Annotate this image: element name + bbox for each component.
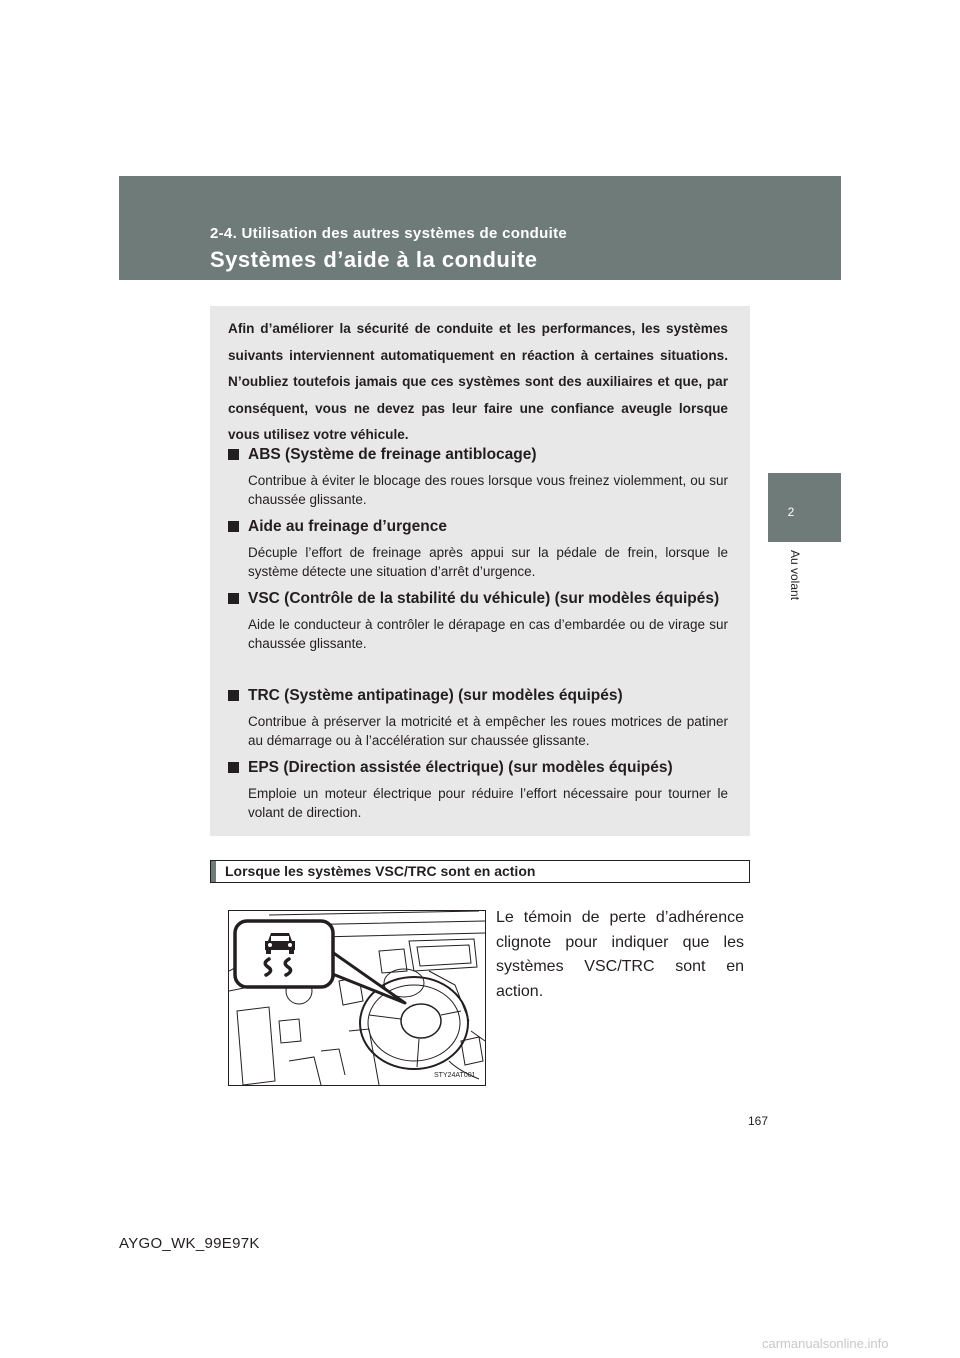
- intro-text: Afin d’améliorer la sécurité de conduite et les performances, les systèmes suivants interviennent automatiquement en réaction à certaines situations. N’oubliez toutefois jamais que ces systèmes sont des auxiliaires et que, par conséquent, vous ne devez pas leur faire une confiance aveugle lorsque vous utilisez votre véhicule.: [228, 321, 728, 442]
- feature-heading: [228, 755, 728, 780]
- callout-bubble: [235, 921, 333, 987]
- feature-title: EPS (Direction assistée électrique) (sur modèles équipés): [248, 759, 673, 776]
- subsection-header: [210, 860, 750, 883]
- callout-pointer: [325, 947, 405, 1003]
- feature-desc: Aide le conducteur à contrôler le dérapage en cas d’embardée ou de virage sur chaussée glissante.: [248, 617, 728, 651]
- bullet-square-icon: [228, 449, 239, 460]
- feature-desc: Décuple l’effort de freinage après appui sur la pédale de frein, lorsque le système détecte une situation d’arrêt d’urgence.: [248, 545, 728, 579]
- feature-emergency-brake-assist: [228, 514, 728, 581]
- feature-title: VSC (Contrôle de la stabilité du véhicule) (sur modèles équipés): [248, 590, 720, 607]
- figure-code: STY24AT001: [434, 1072, 476, 1079]
- subsection-title: Lorsque les systèmes VSC/TRC sont en action: [225, 863, 536, 879]
- page-number: 167: [748, 1114, 769, 1128]
- chapter-label: Au volant: [788, 550, 802, 601]
- chapter-tab[interactable]: [768, 473, 841, 542]
- feature-eps: [228, 755, 728, 822]
- feature-heading: [228, 683, 728, 708]
- subsection-body: Le témoin de perte d’adhérence clignote pour indiquer que les systèmes VSC/TRC sont en action.: [496, 909, 744, 1000]
- dashboard-illustration: [228, 910, 486, 1086]
- feature-desc: Contribue à éviter le blocage des roues lorsque vous freinez violemment, ou sur chaussée glissante.: [248, 473, 728, 507]
- page-title: Systèmes d’aide à la conduite: [210, 247, 538, 272]
- bullet-square-icon: [228, 762, 239, 773]
- feature-title: Aide au freinage d’urgence: [248, 518, 447, 535]
- intro-box: [210, 306, 750, 836]
- bullet-square-icon: [228, 521, 239, 532]
- bullet-square-icon: [228, 593, 239, 604]
- watermark: carmanualsonline.info: [762, 1336, 889, 1351]
- subsection-accent-bar: [211, 861, 216, 882]
- feature-trc: [228, 683, 728, 750]
- feature-vsc: [228, 586, 728, 653]
- feature-heading: [228, 442, 728, 467]
- feature-heading: [228, 586, 728, 611]
- feature-desc: Emploie un moteur électrique pour réduire l’effort nécessaire pour tourner le volant de direction.: [248, 786, 728, 820]
- feature-desc: Contribue à préserver la motricité et à empêcher les roues motrices de patiner au démarrage ou à l’accélération sur chaussée glissante.: [248, 714, 728, 748]
- feature-abs: [228, 442, 728, 509]
- feature-heading: [228, 514, 728, 539]
- feature-title: ABS (Système de freinage antiblocage): [248, 446, 537, 463]
- document-code: AYGO_WK_99E97K: [119, 1235, 260, 1252]
- feature-title: TRC (Système antipatinage) (sur modèles équipés): [248, 687, 623, 704]
- bullet-square-icon: [228, 690, 239, 701]
- section-label: 2-4. Utilisation des autres systèmes de conduite: [210, 225, 568, 242]
- chapter-number: 2: [787, 505, 795, 519]
- dashboard-line-drawing: [229, 911, 485, 1085]
